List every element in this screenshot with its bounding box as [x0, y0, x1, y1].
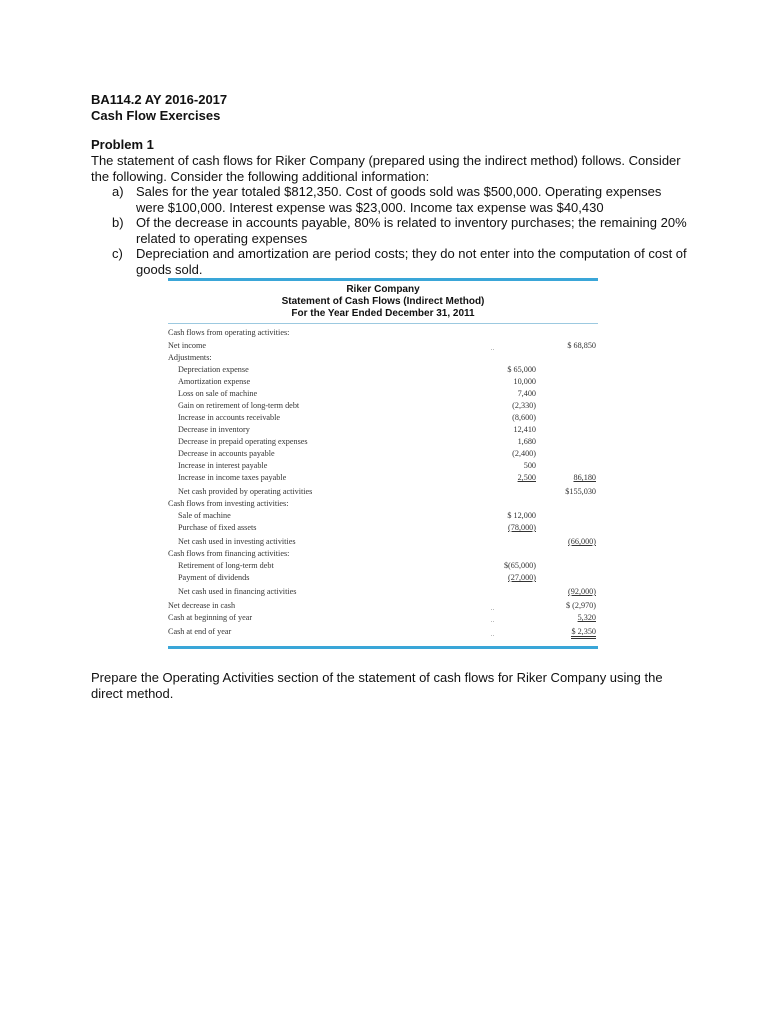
info-item-text: Depreciation and amortization are period costs; they do not enter into the computation of cost of goods sold.	[136, 246, 687, 277]
statement-amount-total: 5,320	[577, 613, 596, 622]
statement-row	[168, 340, 598, 352]
statement-row	[168, 548, 598, 560]
statement-amount-detail: $ 12,000	[507, 511, 536, 520]
problem-title: Problem 1	[91, 137, 154, 152]
statement-row-label: Net income	[168, 341, 206, 350]
info-item-text: Of the decrease in accounts payable, 80% is related to inventory purchases; the remaining 20% related to operating expenses	[136, 215, 687, 246]
statement-amount-detail: (27,000)	[508, 573, 536, 582]
statement-amount-detail: (2,330)	[512, 401, 536, 410]
statement-amount-total: (66,000)	[568, 537, 596, 546]
statement-row-label: Cash flows from operating activities:	[168, 328, 290, 337]
statement-row	[168, 572, 598, 584]
statement-amount-total	[536, 626, 596, 639]
statement-row-label: Cash flows from financing activities:	[168, 549, 290, 558]
info-item-label: c)	[112, 246, 123, 261]
info-item	[91, 184, 691, 215]
statement-row-label: Net cash used in investing activities	[178, 537, 296, 546]
statement-row-label: Decrease in accounts payable	[178, 449, 275, 458]
statement-row-label: Sale of machine	[178, 511, 231, 520]
statement-row-label: Gain on retirement of long-term debt	[178, 401, 300, 410]
info-item	[91, 246, 691, 277]
statement-row	[168, 586, 598, 598]
info-item-text: Sales for the year totaled $812,350. Cost of goods sold was $500,000. Operating expenses were $100,000. Interest expense was $23,000. Income tax expense was $40,430	[136, 184, 662, 215]
statement-row	[168, 388, 598, 400]
statement-row-label: Purchase of fixed assets	[178, 523, 257, 532]
dot-leader	[491, 337, 494, 350]
statement-row-label: Cash at beginning of year	[168, 613, 253, 622]
statement-amount-detail: 2,500	[517, 473, 536, 482]
statement-row-label: Cash at end of year	[168, 627, 232, 636]
statement-amount-detail: 10,000	[513, 377, 536, 386]
statement-amount-detail: (78,000)	[508, 523, 536, 532]
statement-row	[168, 522, 598, 534]
statement-period: For the Year Ended December 31, 2011	[291, 308, 475, 319]
statement-row	[168, 412, 598, 424]
statement-row-label: Decrease in prepaid operating expenses	[178, 437, 308, 446]
statement-amount-detail: 1,680	[517, 437, 536, 446]
statement-row	[168, 436, 598, 448]
course-code: BA114.2 AY 2016-2017	[91, 92, 228, 107]
statement-row	[168, 498, 598, 510]
statement-amount-total: $155,030	[565, 487, 596, 496]
statement-row-label: Increase in income taxes payable	[178, 473, 287, 482]
statement-row-label: Adjustments:	[168, 353, 212, 362]
statement-row	[168, 460, 598, 472]
statement-title: Statement of Cash Flows (Indirect Method)	[281, 296, 485, 307]
dot-leader	[491, 609, 494, 622]
statement-row-label: Retirement of long-term debt	[178, 561, 274, 570]
dot-leader	[491, 623, 494, 636]
statement-amount-detail: 12,410	[513, 425, 536, 434]
statement-amount-detail: (8,600)	[512, 413, 536, 422]
statement-row	[168, 424, 598, 436]
statement-amount-total: $ 68,850	[567, 341, 596, 350]
statement-amount-detail: $ 65,000	[507, 365, 536, 374]
statement-row	[168, 352, 598, 364]
statement-row-label: Decrease in inventory	[178, 425, 250, 434]
statement-amount-detail: (2,400)	[512, 449, 536, 458]
statement-row-label: Net cash provided by operating activities	[178, 487, 313, 496]
statement-amount-total: $ (2,970)	[565, 601, 596, 610]
statement-row-label: Amortization expense	[178, 377, 251, 386]
statement-company: Riker Company	[346, 284, 420, 295]
info-item-label: b)	[112, 215, 124, 230]
statement-amount-total: (92,000)	[568, 587, 596, 596]
statement-row-label: Increase in interest payable	[178, 461, 268, 470]
info-item-label: a)	[112, 184, 124, 199]
problem-instruction: Prepare the Operating Activities section of the statement of cash flows for Riker Company using the direct method.	[91, 670, 663, 701]
statement-row-label: Net cash used in financing activities	[178, 587, 297, 596]
statement-row	[168, 626, 598, 638]
statement-amount-detail: 7,400	[517, 389, 536, 398]
statement-row-label: Depreciation expense	[178, 365, 249, 374]
statement-amount-detail: 500	[523, 461, 536, 470]
problem-body	[91, 153, 691, 277]
statement-row-label: Payment of dividends	[178, 573, 250, 582]
statement-row-label: Net decrease in cash	[168, 601, 236, 610]
statement-row	[168, 448, 598, 460]
statement-header-rule	[168, 323, 598, 324]
statement-row	[168, 400, 598, 412]
cash-flow-statement	[168, 278, 598, 649]
statement-amount-final: $ 2,350	[571, 627, 596, 639]
statement-amount-detail: $(65,000)	[503, 561, 536, 570]
statement-row-label: Cash flows from investing activities:	[168, 499, 289, 508]
additional-info-list	[91, 184, 691, 277]
statement-row	[168, 364, 598, 376]
statement-row-label: Increase in accounts receivable	[178, 413, 281, 422]
statement-row	[168, 327, 598, 339]
statement-row-label: Loss on sale of machine	[178, 389, 258, 398]
statement-amount-total: 86,180	[573, 473, 596, 482]
statement-row	[168, 560, 598, 572]
exercise-subtitle: Cash Flow Exercises	[91, 108, 221, 123]
statement-bottom-rule	[168, 646, 598, 649]
statement-row	[168, 600, 598, 612]
statement-row	[168, 486, 598, 498]
statement-row	[168, 536, 598, 548]
statement-row	[168, 612, 598, 624]
info-item	[91, 215, 691, 246]
statement-row	[168, 510, 598, 522]
course-header	[91, 92, 227, 124]
statement-row	[168, 376, 598, 388]
statement-top-rule	[168, 278, 598, 281]
statement-row	[168, 472, 598, 484]
problem-intro: The statement of cash flows for Riker Company (prepared using the indirect method) follows. Consider the following. Consider the following additional information:	[91, 153, 681, 184]
